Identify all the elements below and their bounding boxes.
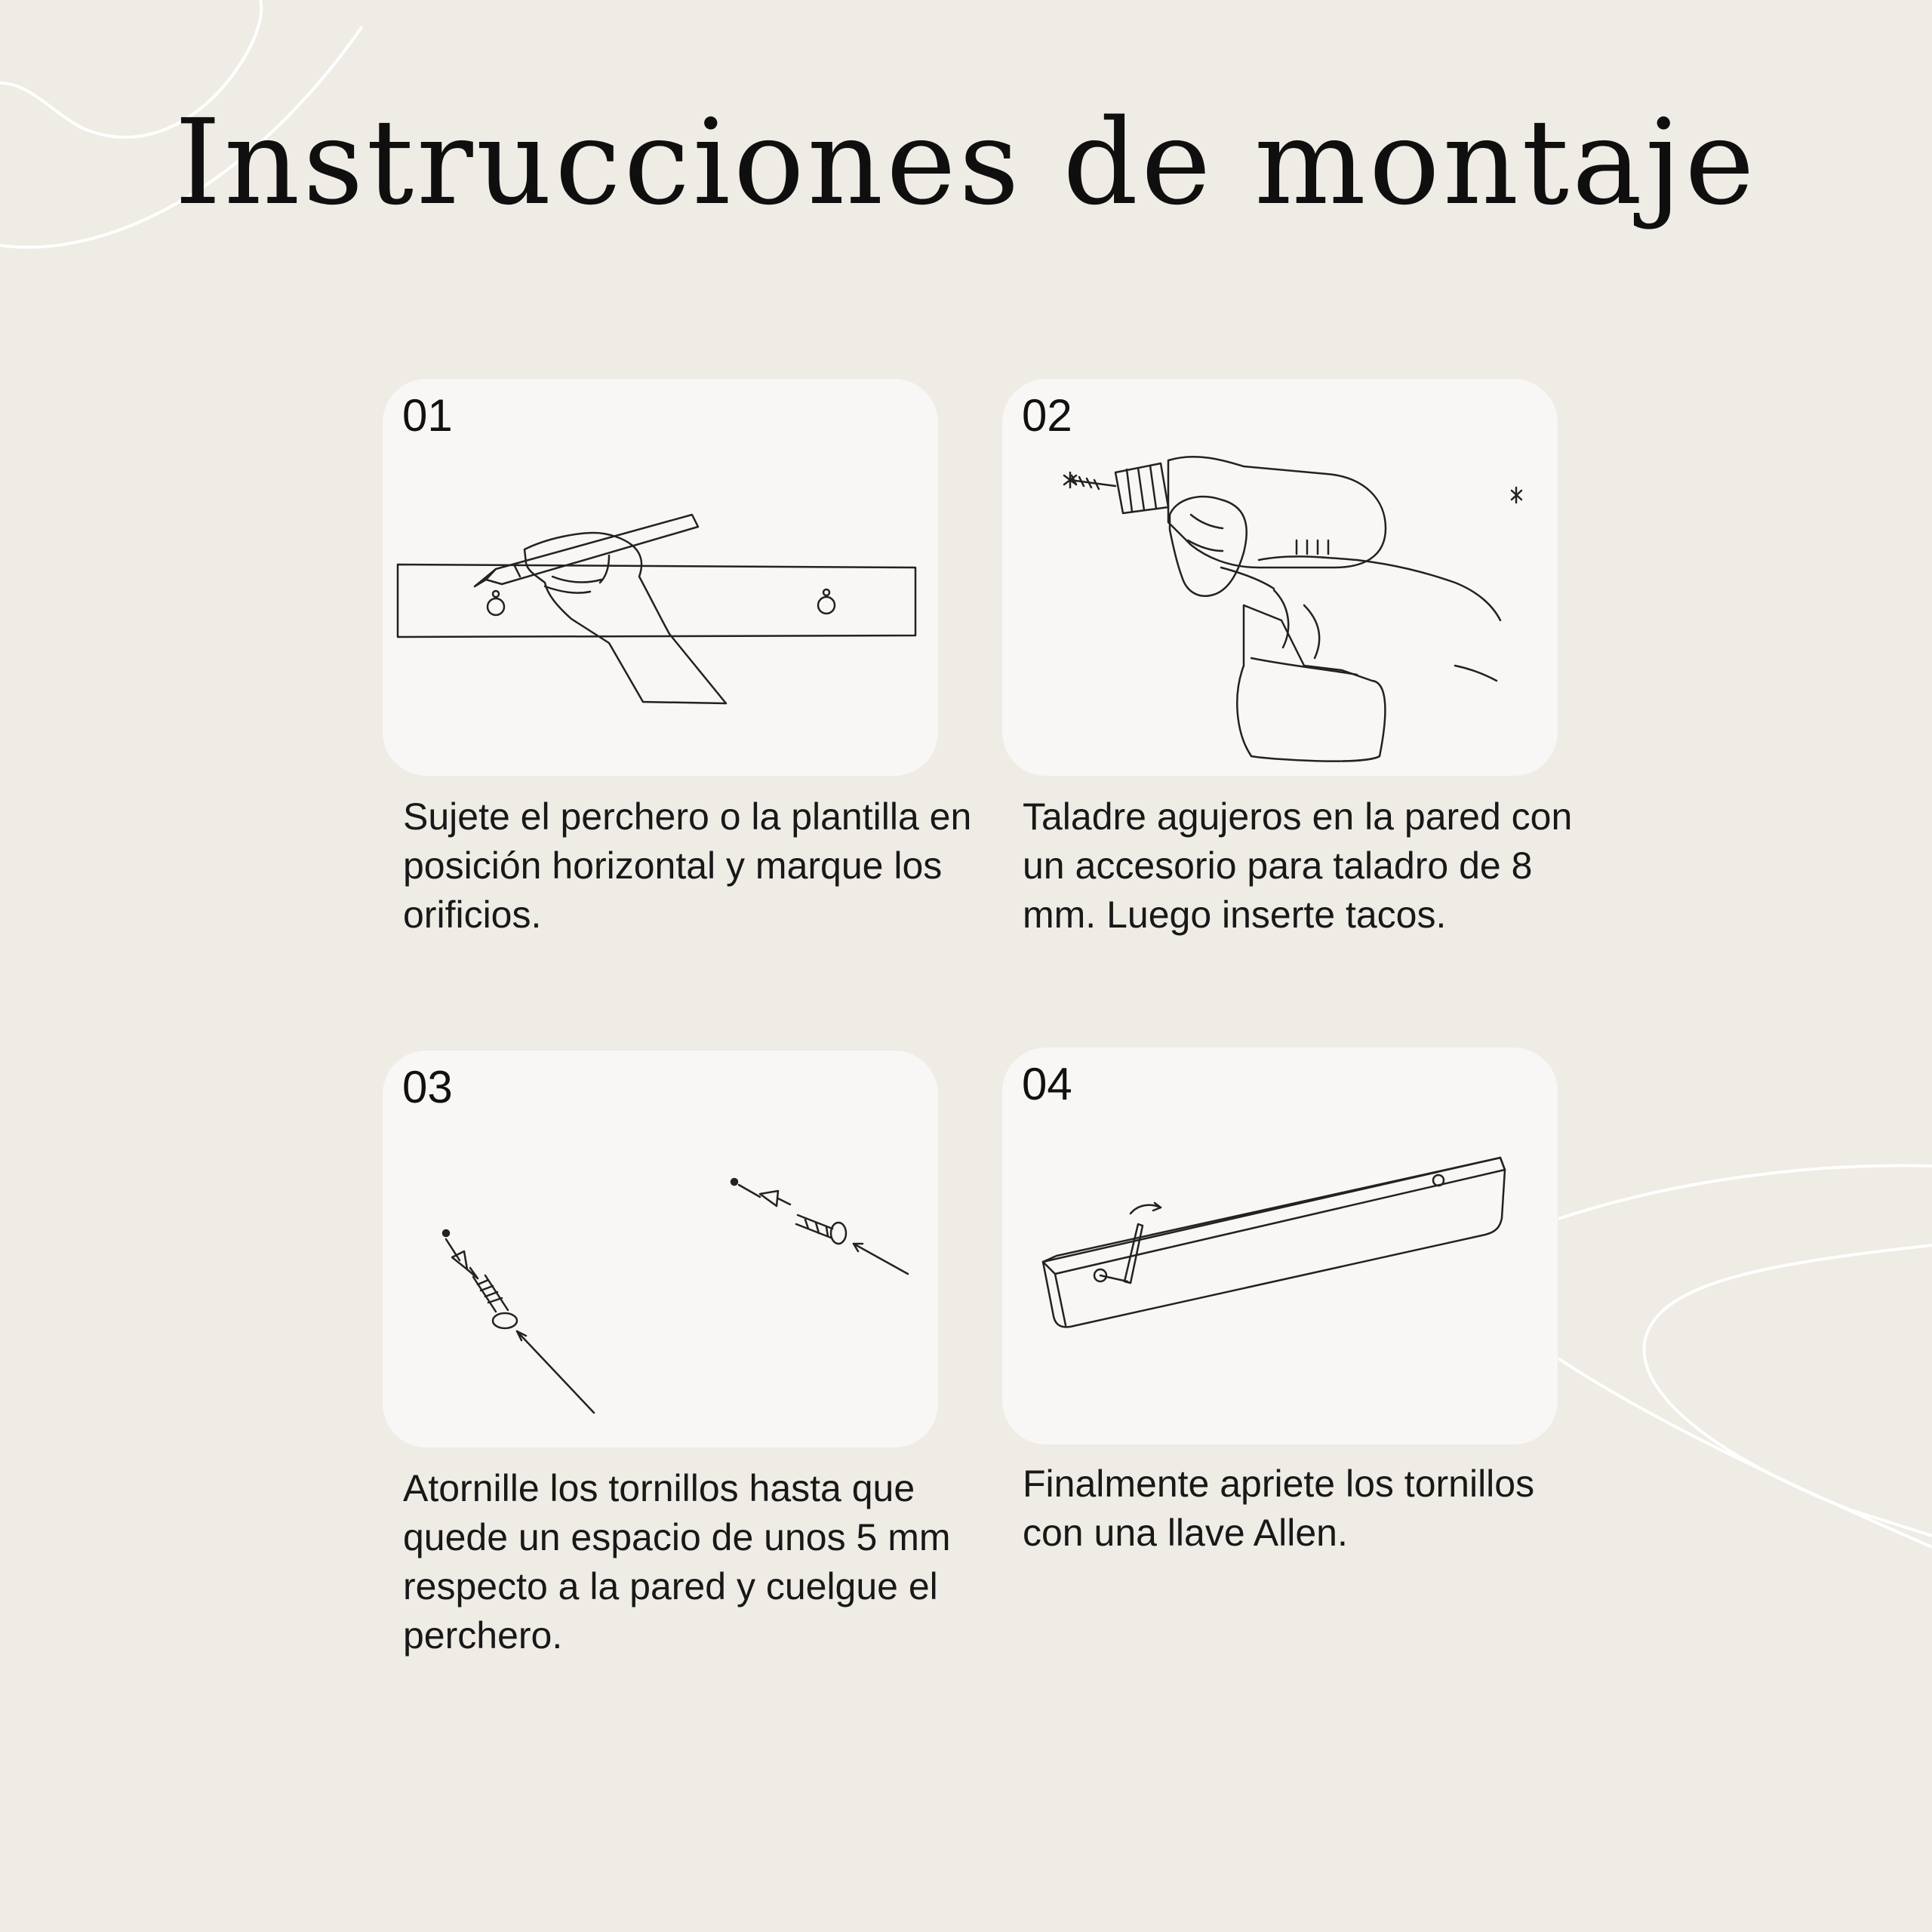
step-4-number: 04 [1022, 1059, 1072, 1109]
step-1-card [383, 379, 938, 776]
screw-icon [383, 1051, 938, 1447]
drill-icon [1002, 379, 1558, 776]
page-title: Instrucciones de montaje [174, 94, 1758, 231]
step-2-card [1002, 379, 1558, 776]
step-4-description: Finalmente apriete los tornillos con una llave Allen. [1023, 1463, 1535, 1554]
step-3-description: Atornille los tornillos hasta que quede un espacio de unos 5 mm respecto a la pared y cuelgue el perchero. [403, 1467, 951, 1657]
step-3-card [383, 1051, 938, 1447]
step-2-description: Taladre agujeros en la pared con un accesorio para taladro de 8 mm. Luego inserte tacos. [1023, 795, 1573, 936]
step-3-number: 03 [402, 1062, 453, 1112]
step-4-card [1002, 1048, 1558, 1444]
allen-key-icon [1002, 1048, 1558, 1444]
step-1-number: 01 [402, 390, 453, 441]
pencil-marking-icon [383, 379, 938, 776]
step-2-number: 02 [1022, 390, 1072, 441]
step-1-description: Sujete el perchero o la plantilla en posición horizontal y marque los orificios. [403, 795, 972, 936]
